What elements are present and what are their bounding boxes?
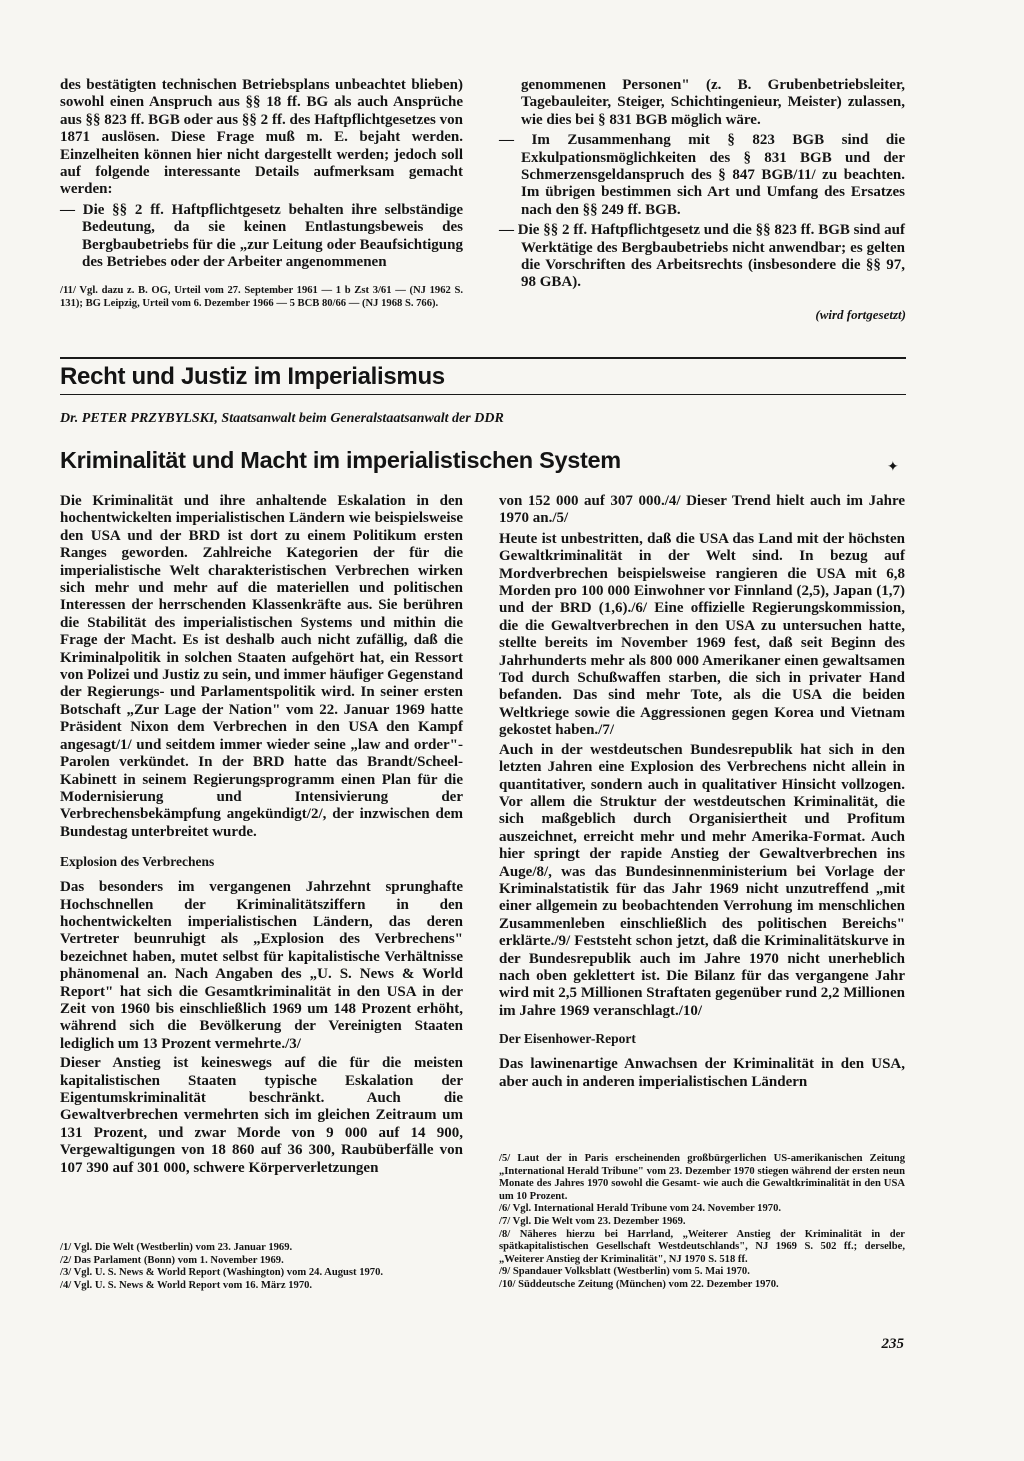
footnote: /3/ Vgl. U. S. News & World Report (Washington) vom 24. August 1970. — [60, 1267, 384, 1279]
left-footnotes — [60, 1242, 463, 1292]
author-line: Dr. PETER PRZYBYLSKI, Staatsanwalt beim Generalstaatsanwalt der DDR — [60, 411, 504, 426]
footnote: /7/ Vgl. Die Welt vom 23. Dezember 1969. — [499, 1215, 686, 1227]
subheading-eisenhower: Der Eisenhower-Report — [499, 1031, 636, 1047]
article-left-column — [60, 493, 463, 1177]
footnote: /8/ Näheres hierzu bei Harrland, „Weiterer Anstieg der Kriminalität in der spätkapitalistischen Gesellschaft Westdeutschlands", NJ 1969 S. 502 ff.; derselbe, „Weiterer Anstieg der Kriminalität", NJ 1970 S. 518 ff. — [499, 1228, 905, 1265]
article-paragraph: Das lawinenartige Anwachsen der Kriminalität in den USA, aber auch in anderen imperialistischen Ländern — [499, 1056, 905, 1090]
top-left-paragraph: des bestätigten technischen Betriebsplans unbeachtet blieben) sowohl einen Anspruch aus §§ 18 ff. BG als auch Ansprüche aus §§ 823 ff. BGB oder aus §§ 2 ff. des Haftpflichtgesetzes von 1871 auslösen. Diese Frage muß m. E. bejaht werden. Einzelheiten können hier nicht dargestellt werden; jedoch soll auf folgende interessante Details aufmerksam gemacht werden: — [60, 77, 463, 198]
top-right-paragraph: genommenen Personen" (z. B. Grubenbetriebsleiter, Tagebauleiter, Steiger, Schichtingenieur, Meister) zulassen, wie dies bei § 831 BGB möglich wäre. — [521, 77, 905, 128]
footnote: /5/ Laut der in Paris erscheinenden großbürgerlichen US-amerikanischen Zeitung „International Herald Tribune" vom 23. Dezember 1970 stiegen während der ersten neun Monate des Jahres 1970 sowohl die Gesamt- wie auch die Gewaltkriminalität in den USA um 10 Prozent. — [499, 1153, 905, 1202]
bullet-mark: ✦ — [887, 460, 899, 475]
subheading-explosion: Explosion des Verbrechens — [60, 854, 215, 870]
article-paragraph: Das besonders im vergangenen Jahrzehnt sprunghafte Hochschnellen der Kriminalitätsziffern in den hochentwickelten imperialistischen Ländern, das deren Vertreter beunruhigt als „Explosion des Verbrechens" bezeichnet haben, mutet selbst für kapitalistische Verhältnisse phänomenal an. Nach Angaben des „U. S. News & World Report" hat sich die Gesamtkriminalität in den USA in der Zeit von 1960 bis einschließlich 1969 um 148 Prozent erhöht, während sich die Bevölkerung der Vereinigten Staaten lediglich um 13 Prozent vermehrte./3/ — [60, 879, 463, 1052]
continued-note: (wird fortgesetzt) — [815, 307, 906, 322]
top-right-dash-item-2: — Die §§ 2 ff. Haftpflichtgesetz und die §§ 823 ff. BGB sind auf Werktätige des Bergbaubetriebs nicht anwendbar; es gelten die Vorschriften des Arbeitsrechts (insbesondere die §§ 97, 98 GBA). — [499, 222, 905, 291]
article-paragraph: Dieser Anstieg ist keineswegs auf die für die meisten kapitalistischen Staaten typische Eskalation der Eigentumskriminalität beschränkt. Auch die Gewaltverbrechen vermehrten sich im gleichen Zeitraum um 131 Prozent, und zwar Morde von 9 000 auf 14 900, Vergewaltigungen von 18 860 auf 36 300, Raubüberfälle von 107 390 auf 301 000, schwere Körperverletzungen — [60, 1055, 463, 1176]
footnote-11: /11/ Vgl. dazu z. B. OG, Urteil vom 27. September 1961 — 1 b Zst 3/61 — (NJ 1962 S. 131); BG Leipzig, Urteil vom 6. Dezember 1966 — 5 BCB 80/66 — (NJ 1968 S. 766). — [60, 285, 463, 309]
article-paragraph: Auch in der westdeutschen Bundesrepublik hat sich in den letzten Jahren eine Explosion des Verbrechens nicht allein in quantitativer, sondern auch in qualitativer Hinsicht vollzogen. Vor allem die Struktur der westdeutschen Kriminalität, die sich maßgeblich durch Organisiertheit und Profitum auszeichnet, erreicht mehr und mehr Amerika-Format. Auch hier springt der rapide Anstieg der Gewaltverbrechen ins Auge/8/, was das Bundesinnenministerium bei Vorlage der Kriminalstatistik für das Jahr 1969 nicht unzutreffend „mit einer allgemein zu beobachtenden Verrohung im menschlichen Zusammenleben einschließlich des politischen Bereichs" erklärte./9/ Feststeht schon jetzt, daß die Kriminalitätskurve in der Bundesrepublik auch im Jahre 1970 nicht unerheblich nach oben geklettert ist. Die Bilanz für das vergangene Jahr wird mit 2,5 Millionen Straftaten gegenüber rund 2,2 Millionen im Jahre 1969 veranschlagt./10/ — [499, 741, 905, 1019]
article-title: Kriminalität und Macht im imperialistischen System — [60, 447, 621, 473]
article-paragraph: Heute ist unbestritten, daß die USA das Land mit der höchsten Gewaltkriminalität in der Welt sind. In bezug auf Mordverbrechen beispielsweise rangieren die USA mit 6,8 Morden pro 100 000 Einwohner vor Finnland (2,5), Japan (1,7) und der BRD (1,6)./6/ Eine offizielle Regierungskommission, die die Gewaltverbrechen in den USA zu untersuchen hatte, stellte bereits im November 1969 fest, daß seit Beginn des Jahrhunderts mehr als 800 000 Amerikaner einen gewaltsamen Tod durch Schußwaffen starben, die sich in privater Hand befanden. Das sind mehr Tote, als die USA die beiden Weltkriege sowie die Aggressionen gegen Korea und Vietnam gekostet haben./7/ — [499, 530, 905, 739]
top-left-dash-item: — Die §§ 2 ff. Haftpflichtgesetz behalten ihre selbständige Bedeutung, da sie keinen Entlastungsbeweis des Bergbaubetriebs für die „zur Leitung oder Beaufsichtigung des Betriebes oder der Arbeiter angenommenen — [60, 201, 463, 271]
top-left-column — [60, 77, 463, 271]
page-number: 235 — [881, 1336, 904, 1352]
article-paragraph: von 152 000 auf 307 000./4/ Dieser Trend hielt auch im Jahre 1970 an./5/ — [499, 493, 905, 527]
footnote: /10/ Süddeutsche Zeitung (München) vom 22. Dezember 1970. — [499, 1278, 779, 1290]
footnote: /6/ Vgl. International Herald Tribune vom 24. November 1970. — [499, 1203, 782, 1215]
article-paragraph: Die Kriminalität und ihre anhaltende Eskalation in den hochentwickelten imperialistischen Ländern wie beispielsweise den USA und der BRD ist dort zu einem Politikum ersten Ranges geworden. Zahlreiche Kategorien der für die imperialistische Welt charakteristischen Verbrechen wirken sich mehr und mehr auf die materiellen und politischen Interessen der herrschenden Klassenkräfte aus. Sie berühren die Stabilität des imperialistischen Systems und mithin die Frage der Macht. Es ist deshalb auch nicht zufällig, daß die Kriminalpolitik in solchen Staaten aufgehört hat, ein Ressort von Polizei und Justiz zu sein, und immer häufiger Gegenstand der Regierungs- und Parlamentspolitik wird. In seiner ersten Botschaft „Zur Lage der Nation" vom 22. Januar 1969 hatte Präsident Nixon dem Verbrechen in den USA den Kampf angesagt/1/ und seitdem immer wieder seine „law and order"-Parolen verkündet. In der BRD hatte das Brandt/Scheel-Kabinett in seinem Regierungsprogramm einen Plan für die Modernisierung und Intensivierung der Verbrechensbekämpfung angekündigt/2/, der inzwischen dem Bundestag unterbreitet wurde. — [60, 493, 463, 840]
section-rule-bottom — [60, 394, 906, 395]
footnote: /9/ Spandauer Volksblatt (Westberlin) vom 5. Mai 1970. — [499, 1266, 750, 1278]
footnote: /1/ Vgl. Die Welt (Westberlin) vom 23. Januar 1969. — [60, 1242, 293, 1253]
top-right-column — [499, 77, 905, 292]
footnote: /2/ Das Parlament (Bonn) vom 1. November 1969. — [60, 1254, 284, 1266]
section-title: Recht und Justiz im Imperialismus — [60, 363, 445, 390]
footnote: /4/ Vgl. U. S. News & World Report vom 16. März 1970. — [60, 1279, 313, 1291]
top-left-footnotes — [60, 285, 463, 310]
top-right-dash-item-1: — Im Zusammenhang mit § 823 BGB sind die Exkulpationsmöglichkeiten des § 831 BGB und der Schmerzensgeldanspruch des § 847 BGB/11/ zu beachten. Im übrigen bestimmen sich Art und Umfang des Ersatzes nach den §§ 249 ff. BGB. — [499, 132, 905, 218]
article-right-column — [499, 493, 905, 1091]
right-footnotes — [499, 1153, 905, 1292]
section-rule-top — [60, 357, 906, 359]
